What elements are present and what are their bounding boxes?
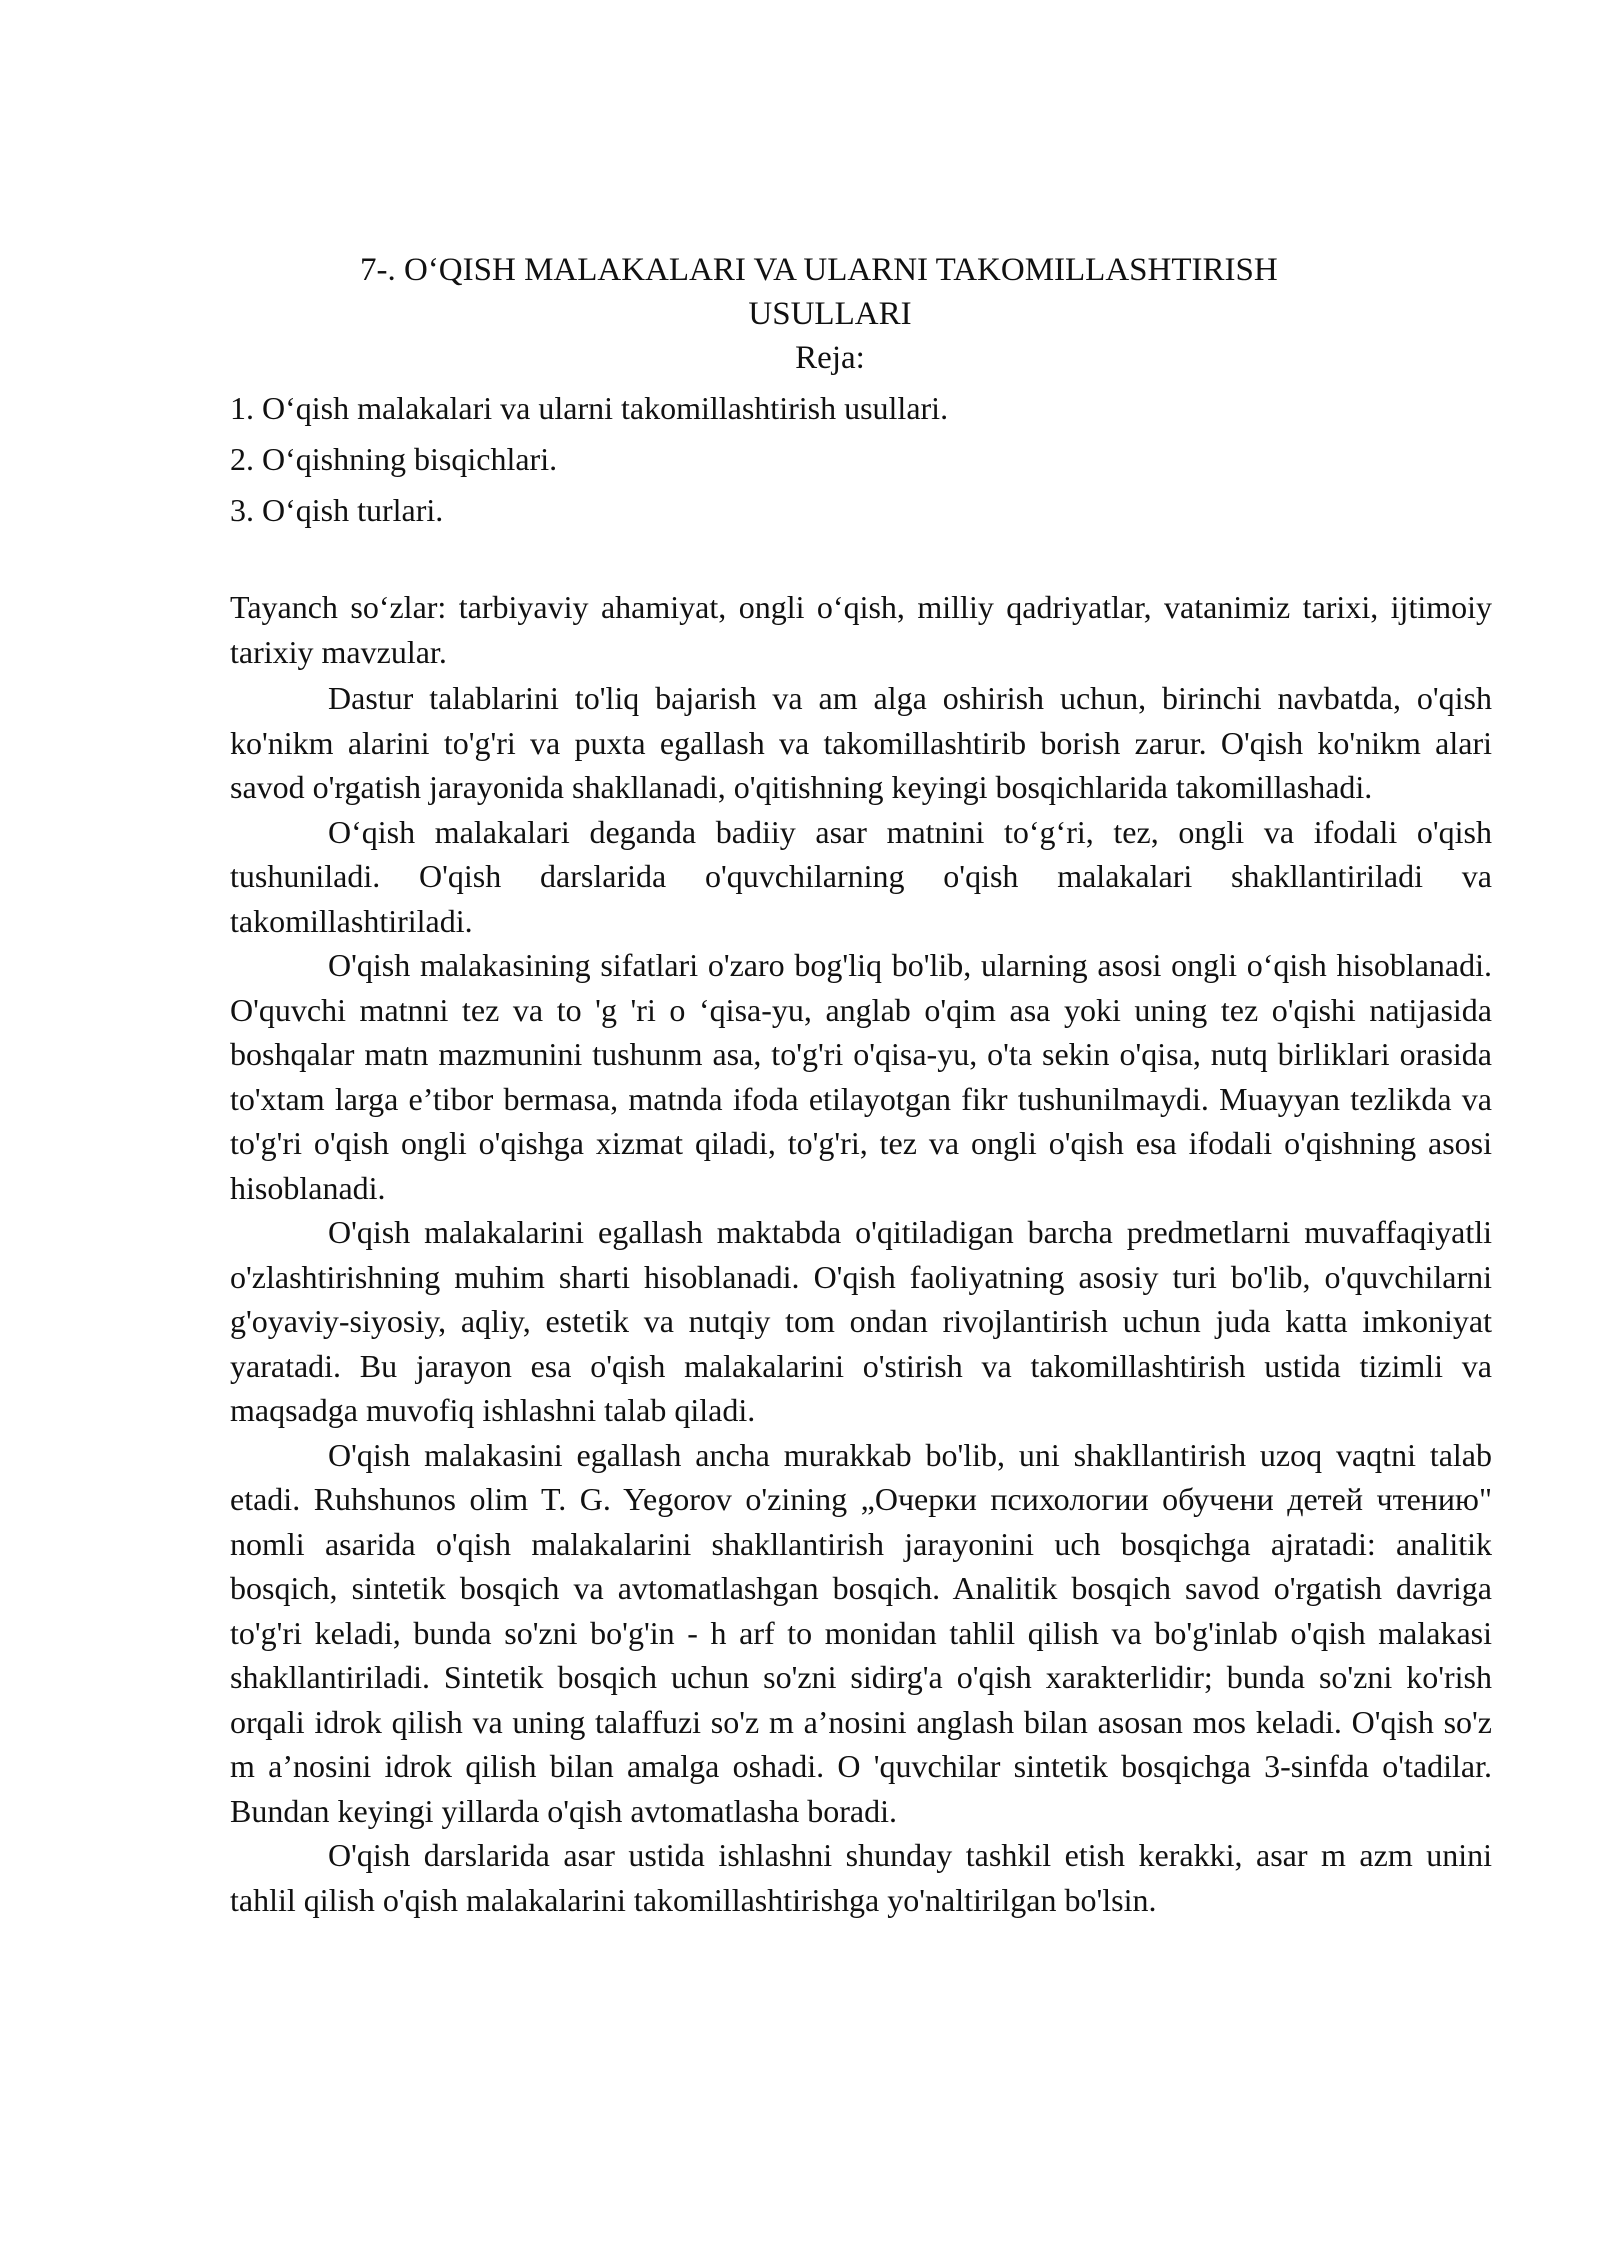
plan-list xyxy=(230,383,948,536)
body-paragraph: O'qish malakasining sifatlari o'zaro bog'liq bo'lib, ularning asosi ongli o‘qish hisoblanadi. O'quvchi matnni tez va to 'g 'ri o ‘qisa-yu, anglab o'qim asa yoki uning tez o'qishi natijasida boshqalar matn mazmunini tushunm asa, to'g'ri o'qisa-yu, o'ta sekin o'qisa, nutq birliklari orasida to'xtam larga e’tibor bermasa, matnda ifoda etilayotgan fikr tushunilmaydi. Muayyan tezlikda va to'g'ri o'qish ongli o'qishga xizmat qiladi, to'g'ri, tez va ongli o'qish esa ifodali o'qishning asosi hisoblanadi. xyxy=(230,947,1492,1206)
plan-item: 2. O‘qishning bisqichlari. xyxy=(230,441,558,477)
plan-heading: Reja: xyxy=(795,340,865,376)
plan-item: 1. O‘qish malakalari va ularni takomillashtirish usullari. xyxy=(230,390,949,426)
keywords-paragraph: Tayanch so‘zlar: tarbiyaviy ahamiyat, ongli o‘qish, milliy qadriyatlar, vatanimiz tarixi, ijtimoiy tarixiy mavzular. xyxy=(230,589,1492,670)
body-paragraph: O'qish malakasini egallash ancha murakkab bo'lib, uni shakllantirish uzoq vaqtni talab etadi. Ruhshunos olim T. G. Yegorov o'zining „Очерки психологии обучени детей чтению" nomli asarida o'qish malakalarini shakllantirish jarayonini uch bosqichga ajratadi: analitik bosqich, sintetik bosqich va avtomatlashgan bosqich. Analitik bosqich savod o'rgatish davriga to'g'ri keladi, bunda so'zni bo'g'in - h arf to monidan tahlil qilish va bo'g'inlab o'qish malakasi shakllantiriladi. Sintetik bosqich uchun so'zni sidirg'a o'qish xarakterlidir; bunda so'zni ko'rish orqali idrok qilish va uning talaffuzi so'z m a’nosini anglash bilan asosan mos keladi. O'qish so'z m a’nosini idrok qilish bilan amalga oshadi. O 'quvchilar sintetik bosqichga 3-sinfda o'tadilar. Bundan keyingi yillarda o'qish avtomatlasha boradi. xyxy=(230,1436,1492,1829)
plan-item: 3. O‘qish turlari. xyxy=(230,492,444,528)
document-body xyxy=(230,585,1492,1922)
body-paragraph: O‘qish malakalari deganda badiiy asar matnini to‘g‘ri, tez, ongli va ifodali o'qish tushuniladi. O'qish darslarida o'quvchilarning o'qish malakalari shakllantiriladi va takomillashtiriladi. xyxy=(230,813,1492,939)
chapter-title-continuation: USULLARI xyxy=(748,296,912,332)
body-paragraph: Dastur talablarini to'liq bajarish va am alga oshirish uchun, birinchi navbatda, o'qish ko'nikm alarini to'g'ri va puxta egallash va takomillashtirib borish zarur. O'qish ko'nikm alari savod o'rgatish jarayonida shakllanadi, o'qitishning keyingi bosqichlarida takomillashadi. xyxy=(230,680,1492,805)
body-paragraph: O'qish malakalarini egallash maktabda o'qitiladigan barcha predmetlarni muvaffaqiyatli o'zlashtirishning muhim sharti hisoblanadi. O'qish faoliyatning asosiy turi bo'lib, o'quvchilarni g'oyaviy-siyosiy, aqliy, estetik va nutqiy tom ondan rivojlantirish uchun juda katta imkoniyat yaratadi. Bu jarayon esa o'qish malakalarini o'stirish va takomillashtirish ustida tizimli va maqsadga muvofiq ishlashni talab qiladi. xyxy=(230,1214,1492,1428)
chapter-title: 7-. O‘QISH MALAKALARI VA ULARNI TAKOMILLASHTIRISH xyxy=(360,252,1278,288)
body-paragraph: O'qish darslarida asar ustida ishlashni shunday tashkil etish kerakki, asar m azm unini tahlil qilish o'qish malakalarini takomillashtirishga yo'naltirilgan bo'lsin. xyxy=(230,1837,1492,1918)
